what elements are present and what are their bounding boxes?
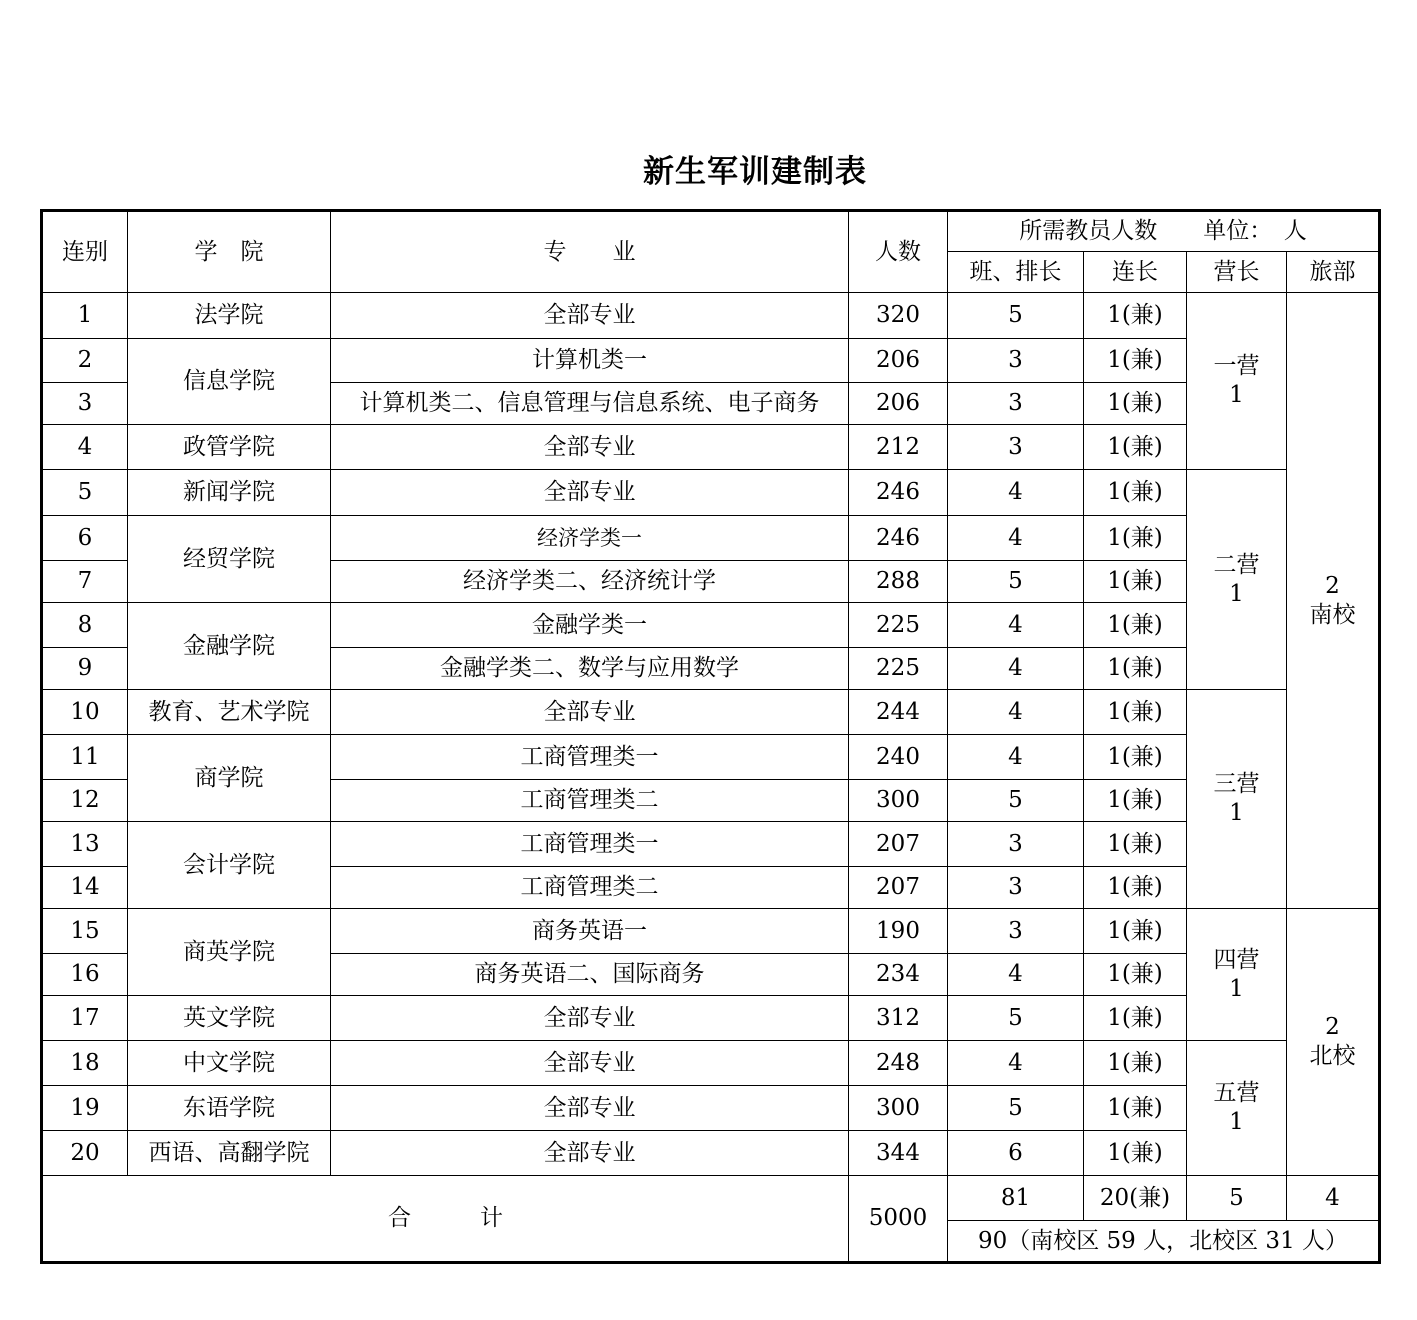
- squad-cell: 3: [948, 909, 1084, 954]
- count-cell: 225: [849, 603, 948, 648]
- squad-cell: 3: [948, 867, 1084, 909]
- count-cell: 344: [849, 1131, 948, 1176]
- company-no: 7: [42, 561, 128, 603]
- college-cell: 商学院: [128, 735, 331, 822]
- college-cell: 商英学院: [128, 909, 331, 996]
- battalion-cell: [1187, 293, 1287, 470]
- major-cell: 全部专业: [331, 470, 849, 516]
- company-no: 17: [42, 996, 128, 1041]
- table-row: [42, 1041, 1380, 1086]
- count-cell: 320: [849, 293, 948, 339]
- major-cell: 全部专业: [331, 1131, 849, 1176]
- squad-cell: 4: [948, 516, 1084, 561]
- college-cell: 西语、高翻学院: [128, 1131, 331, 1176]
- company-no: 6: [42, 516, 128, 561]
- count-cell: 244: [849, 690, 948, 735]
- battalion-name: 四营: [1213, 946, 1260, 973]
- leader-cell: 1(兼): [1084, 293, 1187, 339]
- squad-cell: 5: [948, 561, 1084, 603]
- leader-cell: 1(兼): [1084, 516, 1187, 561]
- header-college: 学 院: [128, 211, 331, 293]
- squad-cell: 5: [948, 1086, 1084, 1131]
- battalion-count: 1: [1229, 800, 1244, 826]
- college-cell: 英文学院: [128, 996, 331, 1041]
- leader-cell: 1(兼): [1084, 339, 1187, 383]
- major-cell: 工商管理类一: [331, 735, 849, 780]
- table-row: [42, 996, 1380, 1041]
- count-cell: 207: [849, 867, 948, 909]
- count-cell: 246: [849, 470, 948, 516]
- leader-cell: 1(兼): [1084, 425, 1187, 470]
- total-squad: 81: [948, 1176, 1084, 1221]
- total-row: [42, 1176, 1380, 1221]
- leader-cell: 1(兼): [1084, 996, 1187, 1041]
- squad-cell: 4: [948, 954, 1084, 996]
- major-cell: 计算机类二、信息管理与信息系统、电子商务: [331, 383, 849, 425]
- leader-cell: 1(兼): [1084, 822, 1187, 867]
- count-cell: 190: [849, 909, 948, 954]
- count-cell: 234: [849, 954, 948, 996]
- header-battalion: 营长: [1187, 252, 1287, 293]
- squad-cell: 4: [948, 690, 1084, 735]
- table-row: [42, 470, 1380, 516]
- count-cell: 248: [849, 1041, 948, 1086]
- major-cell: 全部专业: [331, 425, 849, 470]
- college-cell: 政管学院: [128, 425, 331, 470]
- battalion-name: 二营: [1213, 551, 1260, 578]
- squad-cell: 5: [948, 780, 1084, 822]
- college-cell: 经贸学院: [128, 516, 331, 603]
- brigade-count: 2: [1325, 572, 1340, 599]
- table-row: [42, 822, 1380, 867]
- count-cell: 312: [849, 996, 948, 1041]
- header-instructors: 所需教员人数 单位： 人: [948, 211, 1380, 252]
- count-cell: 225: [849, 648, 948, 690]
- major-cell: 金融学类二、数学与应用数学: [331, 648, 849, 690]
- brigade-cell: [1287, 909, 1380, 1176]
- leader-cell: 1(兼): [1084, 735, 1187, 780]
- squad-cell: 4: [948, 735, 1084, 780]
- company-no: 5: [42, 470, 128, 516]
- table-row: [42, 603, 1380, 648]
- squad-cell: 3: [948, 383, 1084, 425]
- major-cell: 全部专业: [331, 293, 849, 339]
- squad-cell: 3: [948, 339, 1084, 383]
- company-no: 15: [42, 909, 128, 954]
- company-no: 18: [42, 1041, 128, 1086]
- major-cell: 商务英语二、国际商务: [331, 954, 849, 996]
- count-cell: 300: [849, 780, 948, 822]
- company-no: 10: [42, 690, 128, 735]
- college-cell: 金融学院: [128, 603, 331, 690]
- count-cell: 240: [849, 735, 948, 780]
- company-no: 14: [42, 867, 128, 909]
- squad-cell: 3: [948, 822, 1084, 867]
- major-cell: 计算机类一: [331, 339, 849, 383]
- leader-cell: 1(兼): [1084, 867, 1187, 909]
- college-cell: 东语学院: [128, 1086, 331, 1131]
- company-no: 12: [42, 780, 128, 822]
- header-major: 专 业: [331, 211, 849, 293]
- header-squad: 班、排长: [948, 252, 1084, 293]
- header-company: 连别: [42, 211, 128, 293]
- battalion-name: 一营: [1213, 353, 1260, 380]
- header-company-leader: 连长: [1084, 252, 1187, 293]
- leader-cell: 1(兼): [1084, 561, 1187, 603]
- count-cell: 206: [849, 339, 948, 383]
- major-cell: 全部专业: [331, 1086, 849, 1131]
- company-no: 20: [42, 1131, 128, 1176]
- battalion-count: 1: [1229, 382, 1244, 408]
- college-cell: 新闻学院: [128, 470, 331, 516]
- organization-table: [40, 209, 1381, 1264]
- brigade-count: 2: [1325, 1014, 1340, 1041]
- battalion-cell: [1187, 470, 1287, 690]
- company-no: 11: [42, 735, 128, 780]
- leader-cell: 1(兼): [1084, 1086, 1187, 1131]
- document-title: 新生军训建制表: [643, 154, 867, 190]
- count-cell: 212: [849, 425, 948, 470]
- college-cell: 中文学院: [128, 1041, 331, 1086]
- brigade-campus: 北校: [1309, 1043, 1356, 1069]
- total-label: 合 计: [42, 1176, 849, 1263]
- table-row: [42, 1131, 1380, 1176]
- count-cell: 300: [849, 1086, 948, 1131]
- table-row: [42, 690, 1380, 735]
- brigade-cell: [1287, 293, 1380, 909]
- squad-cell: 3: [948, 425, 1084, 470]
- college-cell: 信息学院: [128, 339, 331, 425]
- leader-cell: 1(兼): [1084, 1041, 1187, 1086]
- leader-cell: 1(兼): [1084, 909, 1187, 954]
- header-row-1: [42, 211, 1380, 252]
- table-row: [42, 1086, 1380, 1131]
- table-row: [42, 516, 1380, 561]
- total-summary: 90（南校区 59 人，北校区 31 人）: [948, 1221, 1380, 1263]
- college-cell: 教育、艺术学院: [128, 690, 331, 735]
- squad-cell: 4: [948, 1041, 1084, 1086]
- battalion-cell: [1187, 909, 1287, 1041]
- table-row: [42, 293, 1380, 339]
- table-row: [42, 339, 1380, 383]
- company-no: 19: [42, 1086, 128, 1131]
- college-cell: 法学院: [128, 293, 331, 339]
- major-cell: 商务英语一: [331, 909, 849, 954]
- battalion-name: 三营: [1213, 771, 1260, 798]
- major-cell: 金融学类一: [331, 603, 849, 648]
- squad-cell: 5: [948, 293, 1084, 339]
- major-cell: 全部专业: [331, 690, 849, 735]
- battalion-cell: [1187, 690, 1287, 909]
- company-no: 16: [42, 954, 128, 996]
- major-cell: 经济学类二、经济统计学: [331, 561, 849, 603]
- battalion-cell: [1187, 1041, 1287, 1176]
- company-no: 9: [42, 648, 128, 690]
- company-no: 3: [42, 383, 128, 425]
- count-cell: 288: [849, 561, 948, 603]
- leader-cell: 1(兼): [1084, 383, 1187, 425]
- squad-cell: 4: [948, 648, 1084, 690]
- leader-cell: 1(兼): [1084, 470, 1187, 516]
- company-no: 13: [42, 822, 128, 867]
- table-row: [42, 909, 1380, 954]
- battalion-name: 五营: [1213, 1080, 1260, 1107]
- header-count: 人数: [849, 211, 948, 293]
- total-leader: 20(兼): [1084, 1176, 1187, 1221]
- major-cell: 工商管理类二: [331, 867, 849, 909]
- college-cell: 会计学院: [128, 822, 331, 909]
- squad-cell: 4: [948, 603, 1084, 648]
- leader-cell: 1(兼): [1084, 1131, 1187, 1176]
- leader-cell: 1(兼): [1084, 648, 1187, 690]
- squad-cell: 4: [948, 470, 1084, 516]
- count-cell: 207: [849, 822, 948, 867]
- count-cell: 246: [849, 516, 948, 561]
- company-no: 2: [42, 339, 128, 383]
- total-count: 5000: [849, 1176, 948, 1263]
- leader-cell: 1(兼): [1084, 690, 1187, 735]
- company-no: 1: [42, 293, 128, 339]
- leader-cell: 1(兼): [1084, 603, 1187, 648]
- company-no: 4: [42, 425, 128, 470]
- leader-cell: 1(兼): [1084, 780, 1187, 822]
- count-cell: 206: [849, 383, 948, 425]
- company-no: 8: [42, 603, 128, 648]
- major-cell: 全部专业: [331, 1041, 849, 1086]
- total-brigade: 4: [1287, 1176, 1380, 1221]
- squad-cell: 5: [948, 996, 1084, 1041]
- brigade-campus: 南校: [1309, 601, 1356, 628]
- battalion-count: 1: [1229, 975, 1244, 1002]
- major-cell: 工商管理类二: [331, 780, 849, 822]
- battalion-count: 1: [1229, 580, 1244, 607]
- battalion-count: 1: [1229, 1109, 1244, 1135]
- leader-cell: 1(兼): [1084, 954, 1187, 996]
- major-cell: 经济学类一: [331, 516, 849, 561]
- major-cell: 全部专业: [331, 996, 849, 1041]
- squad-cell: 6: [948, 1131, 1084, 1176]
- total-battalion: 5: [1187, 1176, 1287, 1221]
- table-row: [42, 735, 1380, 780]
- major-cell: 工商管理类一: [331, 822, 849, 867]
- table-row: [42, 425, 1380, 470]
- header-brigade: 旅部: [1287, 252, 1380, 293]
